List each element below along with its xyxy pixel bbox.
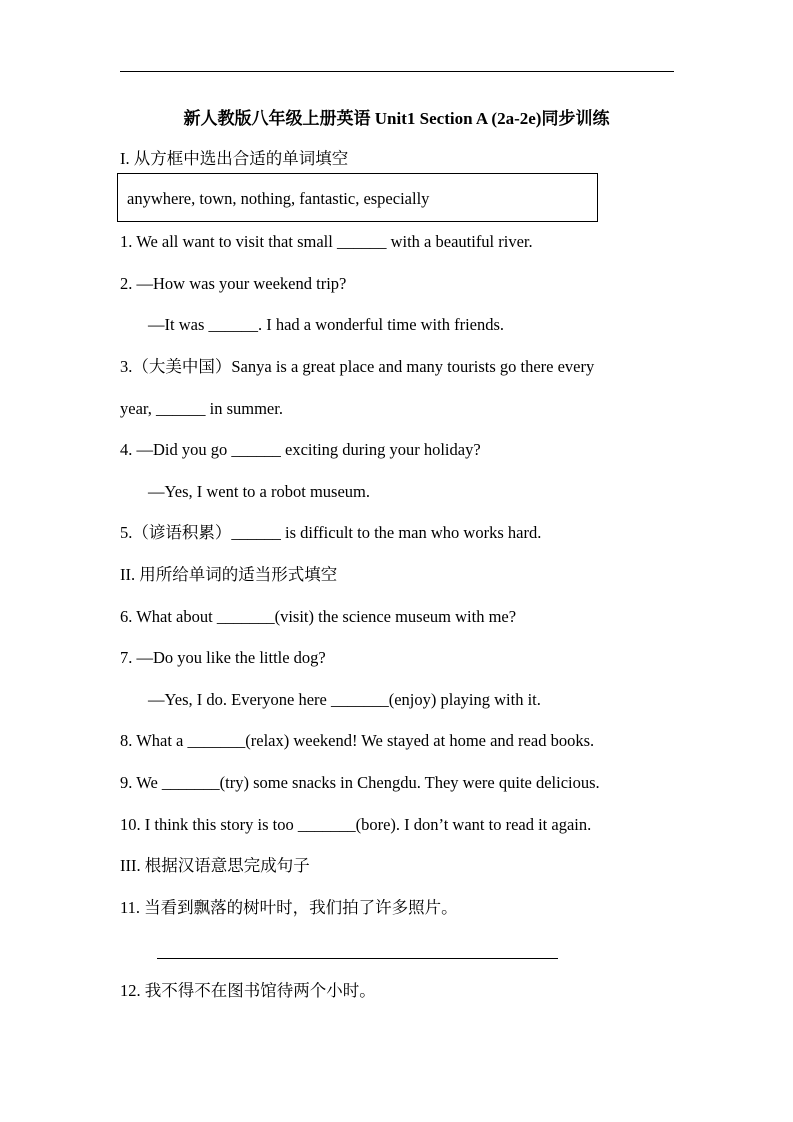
question-11: 11. 当看到飘落的树叶时，我们拍了许多照片。 [120, 898, 458, 917]
section-1-heading: I. 从方框中选出合适的单词填空 [120, 149, 349, 168]
question-4-prompt: 4. —Did you go ______ exciting during your holiday? [120, 440, 481, 459]
header-rule [120, 71, 674, 72]
question-2-prompt: 2. —How was your weekend trip? [120, 274, 347, 293]
question-8: 8. What a _______(relax) weekend! We stayed at home and read books. [120, 731, 595, 750]
question-10: 10. I think this story is too _______(bore). I don’t want to read it again. [120, 815, 592, 834]
question-7-prompt: 7. —Do you like the little dog? [120, 648, 326, 667]
question-1: 1. We all want to visit that small ______ with a beautiful river. [120, 232, 533, 251]
question-4-reply: —Yes, I went to a robot museum. [148, 482, 370, 501]
section-2-heading: II. 用所给单词的适当形式填空 [120, 565, 338, 584]
word-box-text: anywhere, town, nothing, fantastic, especially [127, 189, 430, 208]
section-3-heading: III. 根据汉语意思完成句子 [120, 856, 310, 875]
question-7-reply: —Yes, I do. Everyone here _______(enjoy) playing with it. [148, 690, 541, 709]
question-5: 5.（谚语积累）______ is difficult to the man who works hard. [120, 523, 542, 542]
question-3-line-1: 3.（大美中国）Sanya is a great place and many tourists go there every [120, 357, 595, 376]
page-title: 新人教版八年级上册英语 Unit1 Section A (2a-2e)同步训练 [183, 109, 610, 128]
answer-line[interactable] [157, 958, 558, 959]
question-9: 9. We _______(try) some snacks in Chengdu. They were quite delicious. [120, 773, 600, 792]
word-box [117, 173, 598, 222]
question-3-line-2: year, ______ in summer. [120, 399, 283, 418]
question-2-reply: —It was ______. I had a wonderful time with friends. [148, 315, 505, 334]
question-12: 12. 我不得不在图书馆待两个小时。 [120, 981, 376, 1000]
question-6: 6. What about _______(visit) the science museum with me? [120, 607, 517, 626]
